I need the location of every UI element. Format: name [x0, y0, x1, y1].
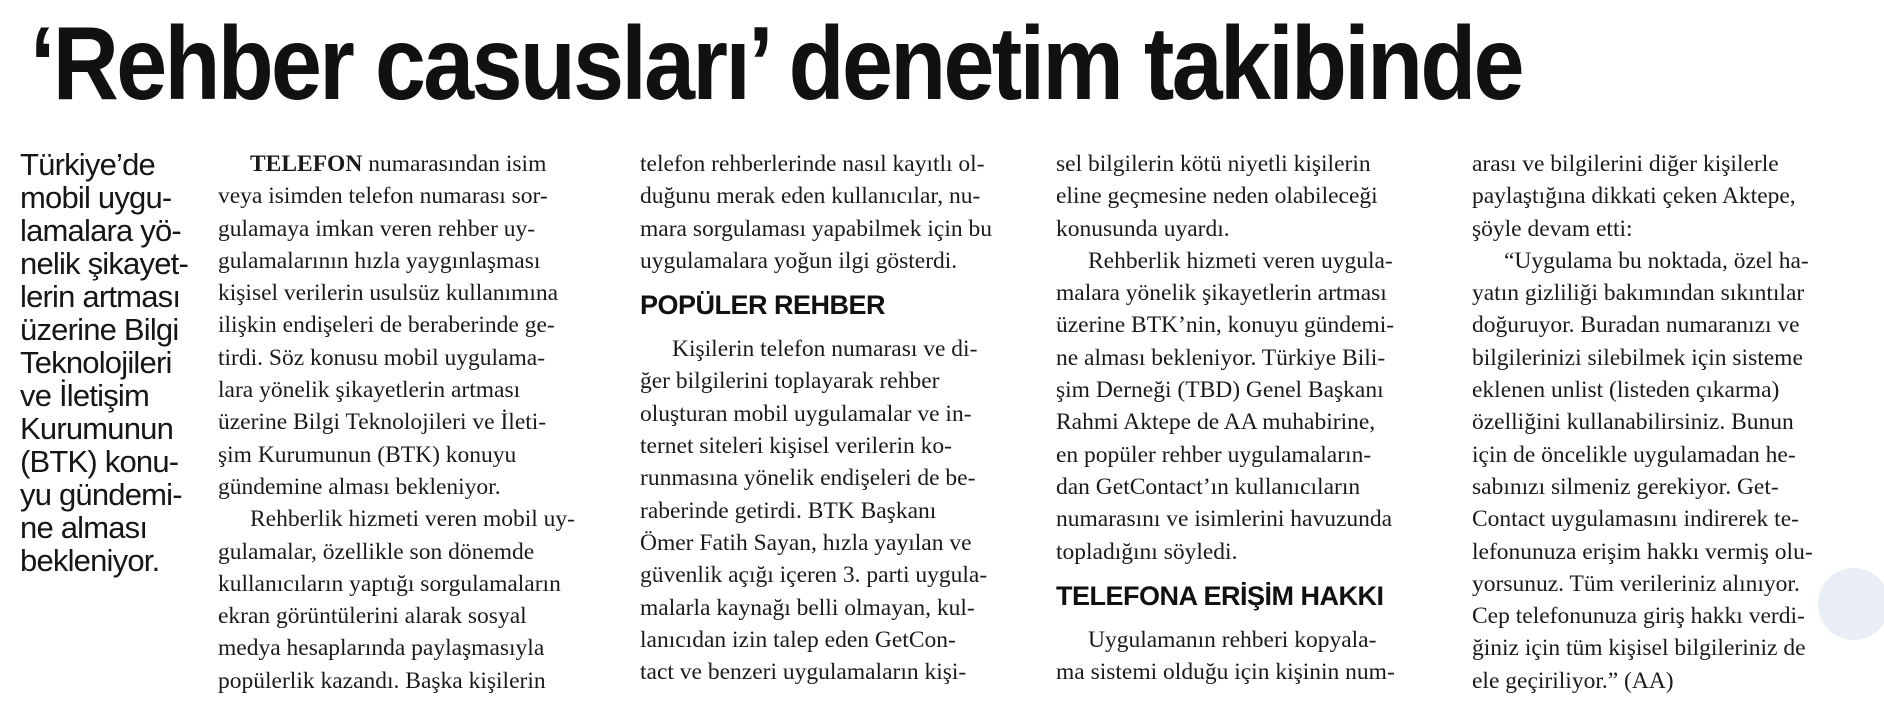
column-line: Uygulamanın rehberi kopyala- — [1088, 626, 1377, 653]
column-line: Contact uygulamasını indirerek te- — [1472, 506, 1799, 533]
column-line: şim Derneği (TBD) Genel Başkanı — [1056, 377, 1384, 404]
article-column-2 — [640, 148, 1030, 688]
column-line: Cep telefonunuza giriş hakkı verdi- — [1472, 603, 1805, 630]
column-line: lefonunuza erişim hakkı vermiş olu- — [1472, 538, 1813, 565]
deck-line: üzerine Bilgi — [20, 312, 179, 347]
column-line: kişisel verilerin usulsüz kullanımına — [218, 280, 559, 307]
column-line: Rehberlik hizmeti veren mobil uy- — [250, 506, 575, 533]
article-column-3 — [1056, 148, 1446, 688]
column-line: arası ve bilgilerini diğer kişilerle — [1472, 151, 1779, 177]
deck-line: bekleniyor. — [20, 543, 160, 578]
column-line: lanıcıdan izin talep eden GetCon- — [640, 626, 956, 653]
column-line: medya hesaplarında paylaşmasıyla — [218, 635, 545, 662]
section-subhead: POPÜLER REHBER — [640, 290, 886, 321]
column-line: sabınızı silmeniz gerekiyor. Get- — [1472, 473, 1779, 500]
section-subhead: TELEFONA ERİŞİM HAKKI — [1056, 580, 1384, 611]
deck-line: ne alması — [20, 510, 148, 545]
column-line: veya isimden telefon numarası sor- — [218, 183, 548, 210]
column-line — [218, 148, 608, 180]
column-line: kullanıcıların yaptığı sorgulamaların — [218, 570, 561, 597]
column-line: sel bilgilerin kötü niyetli kişilerin — [1056, 151, 1371, 177]
lead-rest: numarasından isim — [362, 151, 547, 177]
column-line: tact ve benzeri uygulamaların kişi- — [640, 659, 967, 686]
article-headline: ‘Rehber casusları’ denetim takibinde — [30, 6, 1522, 122]
column-line: yatın gizliliği bakımından sıkıntılar — [1472, 280, 1805, 307]
column-line: ğer bilgilerini toplayarak rehber — [640, 368, 940, 395]
column-line: gulamaya imkan veren rehber uy- — [218, 215, 536, 242]
column-line: şöyle devam etti: — [1472, 215, 1633, 242]
column-line: telefon rehberlerinde nasıl kayıtlı ol- — [640, 151, 985, 177]
column-line: konusunda uyardı. — [1056, 215, 1230, 242]
column-line: popülerlik kazandı. Başka kişilerin — [218, 667, 546, 694]
column-line: doğuruyor. Buradan numaranızı ve — [1472, 312, 1800, 339]
deck-line: mobil uygu- — [20, 180, 172, 215]
watermark-logo-icon — [1818, 568, 1884, 640]
column-line: tirdi. Söz konusu mobil uygulama- — [218, 344, 546, 371]
column-line: ilişkin endişeleri de beraberinde ge- — [218, 312, 555, 339]
column-line: numarasını ve isimlerini havuzunda — [1056, 506, 1393, 533]
column-line: Rahmi Aktepe de AA muhabirine, — [1056, 409, 1376, 436]
deck-line: nelik şikayet- — [20, 246, 188, 281]
column-line: duğunu merak eden kullanıcılar, nu- — [640, 183, 981, 210]
column-line: güvenlik açığı içeren 3. parti uygula- — [640, 562, 988, 589]
column-line: ğiniz için tüm kişisel bilgileriniz de — [1472, 635, 1806, 662]
column-line: Kişilerin telefon numarası ve di- — [672, 336, 978, 363]
column-line: mara sorgulaması yapabilmek için bu — [640, 215, 992, 242]
article-column-1 — [218, 148, 608, 697]
column-line: ma sistemi olduğu için kişinin num- — [1056, 659, 1395, 686]
column-line: topladığını söyledi. — [1056, 538, 1238, 565]
column-line: gulamalar, özellikle son dönemde — [218, 538, 535, 565]
column-line: “Uygulama bu noktada, özel ha- — [1504, 247, 1809, 274]
column-line: ele geçiriliyor.” (AA) — [1472, 667, 1674, 694]
deck-line: Türkiye’de — [20, 147, 155, 182]
column-line: Ömer Fatih Sayan, hızla yayılan ve — [640, 529, 972, 556]
column-line: ne alması bekleniyor. Türkiye Bili- — [1056, 344, 1386, 371]
column-line: paylaştığına dikkati çeken Aktepe, — [1472, 183, 1796, 210]
deck-line: yu gündemi- — [20, 477, 182, 512]
column-line: gulamalarının hızla yaygınlaşması — [218, 247, 541, 274]
column-line: raberinde getirdi. BTK Başkanı — [640, 497, 937, 524]
deck-line: Kurumunun — [20, 411, 174, 446]
column-line: ekran görüntülerini alarak sosyal — [218, 603, 527, 630]
deck-line: lerin artması — [20, 279, 181, 314]
column-line: bilgilerinizi silebilmek için sisteme — [1472, 344, 1803, 371]
column-line: için de öncelikle uygulamadan he- — [1472, 441, 1796, 468]
lead-word: TELEFON — [250, 151, 363, 177]
deck-line: lamalara yö- — [20, 213, 181, 248]
column-line: Rehberlik hizmeti veren uygula- — [1088, 247, 1393, 274]
column-line: gündemine alması bekleniyor. — [218, 473, 501, 500]
article-deck — [20, 148, 200, 577]
column-line: eklenen unlist (listeden çıkarma) — [1472, 377, 1780, 404]
column-line: en popüler rehber uygulamaların- — [1056, 441, 1372, 468]
column-line: üzerine Bilgi Teknolojileri ve İleti- — [218, 409, 547, 436]
deck-line: ve İletişim — [20, 378, 150, 413]
column-line: malarla kaynağı belli olmayan, kul- — [640, 594, 975, 621]
deck-line: Teknolojileri — [20, 345, 172, 380]
column-line: eline geçmesine neden olabileceği — [1056, 183, 1378, 210]
column-line: şim Kurumunun (BTK) konuyu — [218, 441, 517, 468]
column-line: uygulamalara yoğun ilgi gösterdi. — [640, 247, 958, 274]
column-line: yorsunuz. Tüm verileriniz alınıyor. — [1472, 570, 1800, 597]
column-line: ternet siteleri kişisel verilerin ko- — [640, 433, 952, 460]
column-line: özelliğini kullanabilirsiniz. Bunun — [1472, 409, 1794, 436]
column-line: oluşturan mobil uygulamalar ve in- — [640, 400, 972, 427]
column-line: dan GetContact’ın kullanıcıların — [1056, 473, 1361, 500]
column-line: lara yönelik şikayetlerin artması — [218, 377, 521, 404]
deck-line: (BTK) konu- — [20, 444, 179, 479]
column-line: malara yönelik şikayetlerin artması — [1056, 280, 1387, 307]
article-column-4 — [1472, 148, 1862, 697]
column-line: runmasına yönelik endişeleri de be- — [640, 465, 976, 492]
column-line: üzerine BTK’nin, konuyu gündemi- — [1056, 312, 1395, 339]
